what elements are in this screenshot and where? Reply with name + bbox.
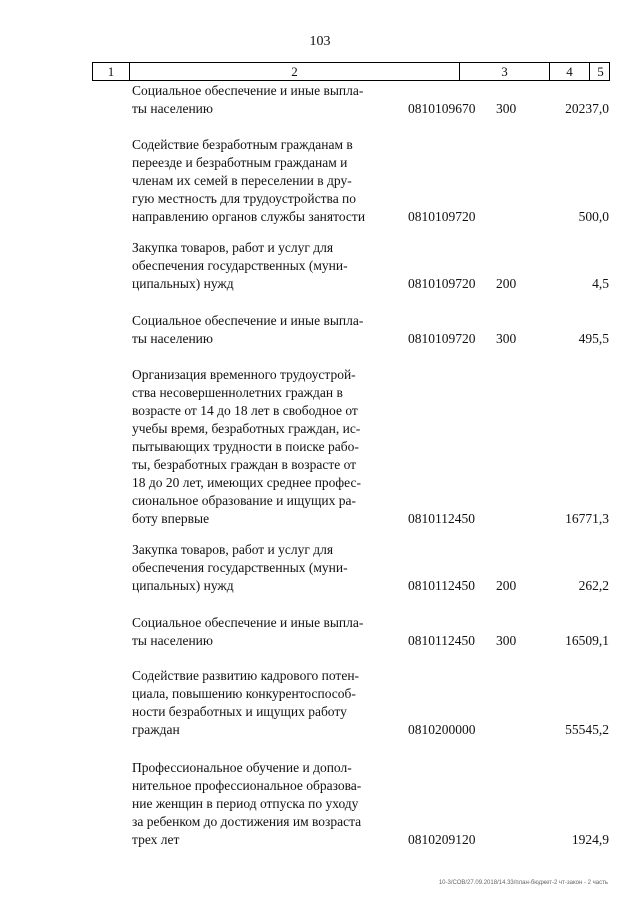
row-code: 0810209120	[408, 832, 476, 847]
row-code: 0810109720	[408, 209, 476, 224]
row-description	[132, 541, 394, 595]
row-description	[132, 759, 394, 849]
description-line: ности безработных и ищущих работу	[132, 704, 347, 719]
row-amount: 16509,1	[565, 633, 609, 648]
row-amount: 500,0	[578, 209, 609, 224]
description-line: 18 до 20 лет, имеющих среднее профес-	[132, 475, 361, 490]
description-line: боту впервые	[132, 511, 210, 526]
row-description	[132, 82, 394, 118]
header-col-4: 4	[549, 63, 589, 80]
row-type: 300	[496, 331, 517, 346]
row-code: 0810200000	[408, 722, 476, 737]
row-amount: 1924,9	[571, 832, 609, 847]
description-line: граждан	[132, 722, 180, 737]
description-line: Социальное обеспечение и иные выпла-	[132, 313, 364, 328]
row-amount: 495,5	[578, 331, 609, 346]
description-line: ципальных) нужд	[132, 276, 234, 291]
row-type: 300	[496, 101, 517, 116]
row-code: 0810112450	[408, 578, 475, 593]
row-type: 200	[496, 578, 517, 593]
row-code: 0810109720	[408, 276, 476, 291]
description-line: Социальное обеспечение и иные выпла-	[132, 83, 364, 98]
page-number: 103	[309, 34, 331, 49]
row-type: 300	[496, 633, 517, 648]
description-line: членам их семей в переселении в дру-	[132, 173, 352, 188]
description-line: Закупка товаров, работ и услуг для	[132, 240, 334, 255]
row-code: 0810112450	[408, 633, 475, 648]
description-line: направлению органов службы занятости	[132, 209, 366, 224]
description-line: ства несовершеннолетних граждан в	[132, 385, 343, 400]
row-code: 0810109720	[408, 331, 476, 346]
description-line: гую местность для трудоустройства по	[132, 191, 357, 206]
header-col-5: 5	[589, 63, 611, 80]
row-description	[132, 136, 394, 226]
row-type: 200	[496, 276, 517, 291]
row-amount: 16771,3	[565, 511, 609, 526]
description-line: ципальных) нужд	[132, 578, 234, 593]
description-line: обеспечения государственных (муни-	[132, 258, 348, 273]
description-line: за ребенком до достижения им возраста	[132, 814, 362, 829]
description-line: ние женщин в период отпуска по уходу	[132, 796, 359, 811]
row-description	[132, 312, 394, 348]
description-line: циала, повышению конкурентоспособ-	[132, 686, 356, 701]
description-line: пытывающих трудности в поиске рабо-	[132, 439, 359, 454]
header-col-3: 3	[459, 63, 549, 80]
description-line: нительное профессиональное образова-	[132, 778, 362, 793]
description-line: переезде и безработным гражданам и	[132, 155, 348, 170]
description-line: возрасте от 14 до 18 лет в свободное от	[132, 403, 358, 418]
header-col-2: 2	[129, 63, 459, 80]
row-description	[132, 667, 394, 739]
description-line: Профессиональное обучение и допол-	[132, 760, 352, 775]
row-code: 0810109670	[408, 101, 476, 116]
description-line: Закупка товаров, работ и услуг для	[132, 542, 334, 557]
description-line: трех лет	[132, 832, 180, 847]
row-description	[132, 239, 394, 293]
row-amount: 4,5	[592, 276, 609, 291]
description-line: ты населению	[132, 331, 213, 346]
row-amount: 55545,2	[565, 722, 609, 737]
description-line: Содействие развитию кадрового потен-	[132, 668, 360, 683]
description-line: Содействие безработным гражданам в	[132, 137, 353, 152]
footer-note: 10-3/СОВ/27.09.2018/14.33/план-бюджет-2 чт-закон - 2 часть	[438, 880, 608, 886]
description-line: Социальное обеспечение и иные выпла-	[132, 615, 364, 630]
description-line: обеспечения государственных (муни-	[132, 560, 348, 575]
row-amount: 262,2	[578, 578, 609, 593]
description-line: сиональное образование и ищущих ра-	[132, 493, 357, 508]
row-description	[132, 366, 394, 528]
row-amount: 20237,0	[565, 101, 609, 116]
row-description	[132, 614, 394, 650]
header-col-1: 1	[107, 64, 115, 79]
description-line: ты населению	[132, 633, 213, 648]
description-line: Организация временного трудоустрой-	[132, 367, 356, 382]
table-header	[92, 62, 610, 81]
description-line: ты населению	[132, 101, 213, 116]
row-code: 0810112450	[408, 511, 475, 526]
description-line: учебы время, безработных граждан, ис-	[132, 421, 361, 436]
description-line: ты, безработных граждан в возрасте от	[132, 457, 357, 472]
